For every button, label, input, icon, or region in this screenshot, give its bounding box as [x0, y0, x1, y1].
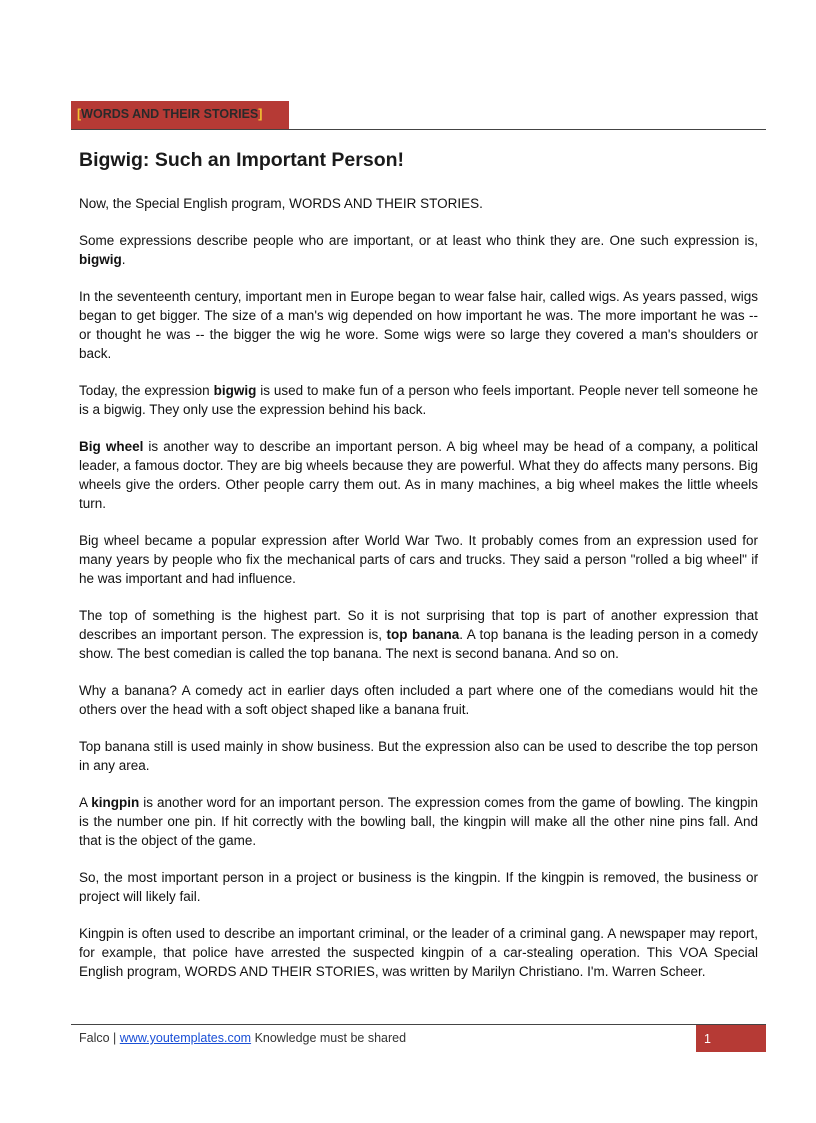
- term-top-banana: top banana: [386, 627, 460, 642]
- header-bracket-close: ]: [258, 107, 263, 121]
- header-bracket-open: [: [77, 107, 82, 121]
- page-number: 1: [704, 1032, 711, 1046]
- header-divider: [71, 129, 766, 130]
- paragraph-kingpin-criminal: Kingpin is often used to describe an important criminal, or the leader of a criminal gang. A newspaper may report, for example, that police have arrested the suspected kingpin of a car-stealing operation. This VOA Special English program, WORDS AND THEIR STORIES, was written by Marilyn Christiano. I'm. Warren Scheer.: [79, 926, 758, 979]
- term-kingpin: kingpin: [91, 795, 140, 810]
- footer-separator: |: [109, 1031, 120, 1045]
- page-title: Bigwig: Such an Important Person!: [79, 149, 405, 171]
- term-bigwig: bigwig: [79, 252, 122, 267]
- paragraph-big-wheel: Big wheel is another way to describe an important person. A big wheel may be head of a company, a political leader, a famous doctor. They are big wheels because they are powerful. What they do affects many persons. Big wheels give the orders. Other people carry them out. As in many machines, a big wheel makes the little wheels turn.: [79, 439, 759, 511]
- section-header-label: WORDS AND THEIR STORIES: [81, 107, 259, 121]
- section-header-tab: [71, 101, 289, 129]
- paragraph-bigwig-definition: Some expressions describe people who are important, or at least who think they are. One such expression is, bigwig.: [79, 233, 758, 267]
- paragraph-kingpin-business: So, the most important person in a project or business is the kingpin. If the kingpin is removed, the business or project will likely fail.: [79, 870, 758, 904]
- term-bigwig-usage: bigwig: [213, 383, 257, 398]
- article-body: [79, 194, 758, 999]
- paragraph-kingpin: A kingpin is another word for an important person. The expression comes from the game of bowling. The kingpin is the number one pin. If hit correctly with the bowling ball, the kingpin will make all the other nine pins fall. And that is the object of the game.: [79, 795, 758, 848]
- page-number-badge: [696, 1025, 766, 1052]
- footer-tagline: Knowledge must be shared: [251, 1031, 407, 1045]
- footer-link[interactable]: www.youtemplates.com: [119, 1031, 252, 1045]
- paragraph-top-banana: The top of something is the highest part. So it is not surprising that top is part of another expression that describes an important person. The expression is, top banana. A top banana is the leading person in a comedy show. The best comedian is called the top banana. The next is second banana. And so on.: [79, 608, 758, 661]
- paragraph-why-banana: Why a banana? A comedy act in earlier days often included a part where one of the comedians would hit the others over the head with a soft object shaped like a banana fruit.: [79, 683, 758, 717]
- paragraph-bigwig-usage: Today, the expression bigwig is used to make fun of a person who feels important. People never tell someone he is a bigwig. They only use the expression behind his back.: [79, 383, 758, 417]
- paragraph-intro: Now, the Special English program, WORDS AND THEIR STORIES.: [79, 196, 483, 211]
- term-big-wheel: Big wheel: [79, 439, 144, 454]
- footer-divider: [71, 1024, 766, 1025]
- paragraph-top-banana-usage: Top banana still is used mainly in show business. But the expression also can be used to describe the top person in any area.: [79, 739, 758, 773]
- paragraph-big-wheel-origin: Big wheel became a popular expression after World War Two. It probably comes from an expression used for many years by people who fix the mechanical parts of cars and trucks. They said a person "rolled a big wheel" if he was important and had influence.: [79, 533, 758, 586]
- footer-author: Falco: [79, 1031, 110, 1045]
- paragraph-wig-history: In the seventeenth century, important men in Europe began to wear false hair, called wigs. As years passed, wigs began to get bigger. The size of a man's wig depended on how important he was. The more important he was -- or thought he was -- the bigger the wig he wore. Some wigs were so large they covered a man's shoulders or back.: [79, 289, 758, 361]
- footer: [79, 1031, 406, 1045]
